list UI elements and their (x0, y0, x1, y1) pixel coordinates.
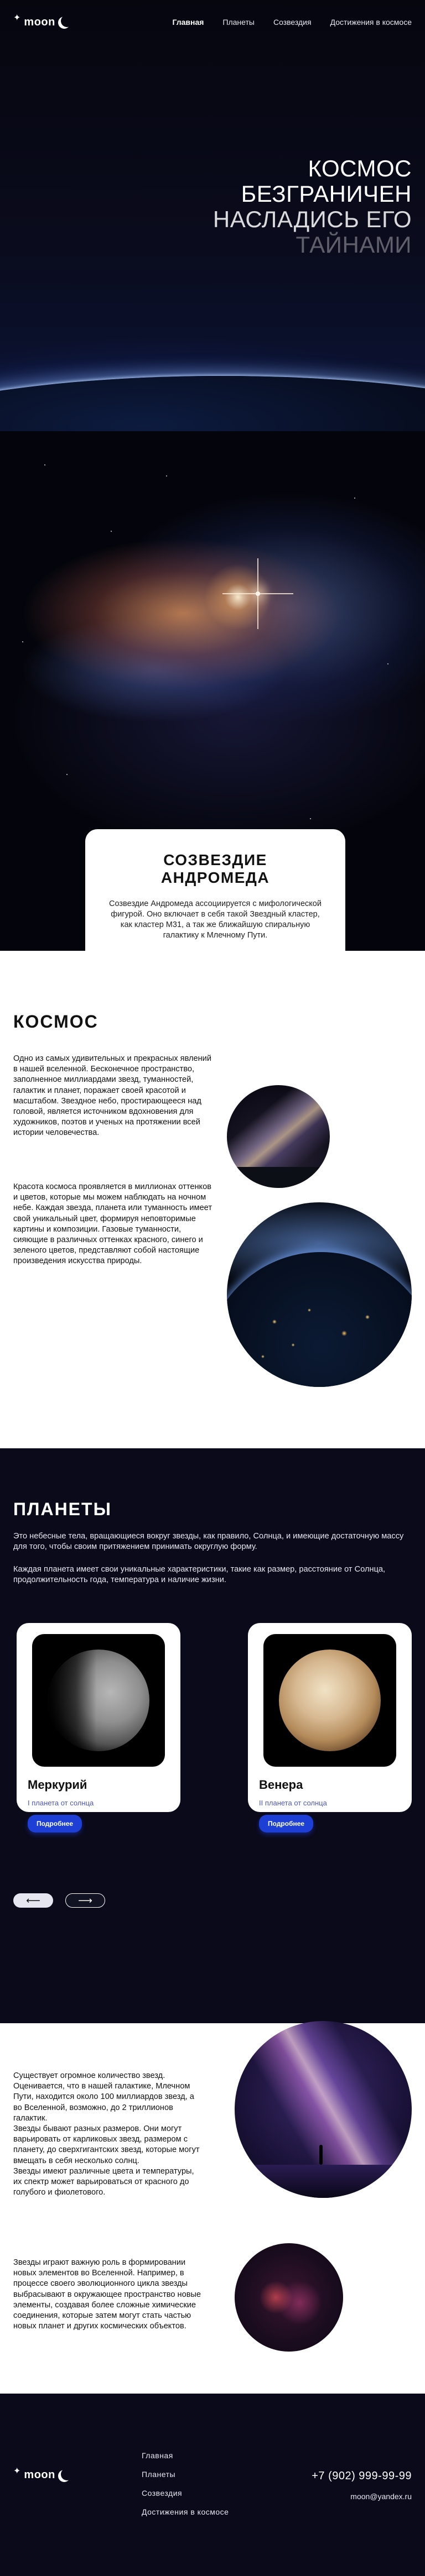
logo-text: moon (24, 15, 55, 28)
top-nav (0, 0, 425, 44)
person-silhouette (319, 2145, 323, 2165)
details-button[interactable]: Подробнее (28, 1815, 82, 1832)
planet-position: I планета от солнца (28, 1799, 94, 1807)
hero-section (0, 0, 425, 431)
planets-section (0, 1448, 425, 2023)
hero-line-2: БЕЗГРАНИЧЕН (241, 181, 412, 207)
star-dot (22, 641, 23, 642)
star-dot (310, 818, 311, 819)
moon-icon (61, 15, 73, 27)
sparkle-icon: ✦ (13, 13, 21, 23)
hero-line-1: КОСМОС (308, 155, 412, 181)
footer-nav (142, 2451, 229, 2526)
venus-planet (279, 1650, 381, 1751)
andromeda-title: СОЗВЕЗДИЕ АНДРОМЕДА (160, 851, 270, 886)
nav-item-home[interactable]: Главная (172, 18, 204, 27)
planet-image (263, 1634, 396, 1767)
cosmos-title: КОСМОС (13, 1012, 99, 1032)
prev-arrow-button[interactable]: ⟵ (13, 1893, 53, 1908)
star-dot (166, 475, 167, 477)
footer-phone[interactable]: +7 (902) 999-99-99 (312, 2470, 412, 2482)
nav-item-achievements[interactable]: Достижения в космосе (330, 18, 412, 27)
star-dot (354, 498, 355, 499)
andromeda-text: Созвездие Андромеда ассоциируется с мифологической фигурой. Оно включает в себя такой Звездный кластер, как кластер M31, а так же ближайшую спиральную галактику к Млечному Пути. (109, 899, 322, 940)
planet-name: Венера (259, 1778, 303, 1792)
planet-card-mercury[interactable] (17, 1623, 180, 1828)
cosmos-section (0, 951, 425, 1448)
hero-line-3: НАСЛАДИСЬ ЕГО (212, 206, 412, 232)
bright-star (256, 591, 260, 596)
earth-night-image (227, 1202, 412, 1387)
moon-icon (61, 2468, 73, 2480)
details-button[interactable]: Подробнее (259, 1815, 313, 1832)
nav-item-constellations[interactable]: Созвездия (273, 18, 312, 27)
stars-paragraph-1: Существует огромное количество звезд. Оценивается, что в нашей галактике, Млечном Пути, находится около 100 миллиардов звезд, а во Вселенной, возможно, до 2 триллионов галактик. (13, 2071, 194, 2123)
planet-card-venus[interactable] (248, 1623, 412, 1828)
next-arrow-button[interactable]: ⟶ (65, 1893, 105, 1908)
hero-line-4: ТАЙНАМИ (296, 232, 412, 258)
cosmos-paragraph-2: Красота космоса проявляется в миллионах оттенков и цветов, которые мы можем наблюдать на ночном небе. Каждая звезда, планета или туманность имеет свой уникальный цвет, формируя неповторимые картины и композиции. Газовые туманности, сияющие в различных оттенках красного, синего и зеленого цветов, представляют собой настоящие произведения искусства природы. (13, 1182, 212, 1266)
footer-email[interactable]: moon@yandex.ru (350, 2492, 412, 2501)
footer-link-constellations[interactable]: Созвездия (142, 2489, 183, 2498)
earth-horizon-image (0, 376, 425, 431)
cosmos-paragraph-1: Одно из самых удивительных и прекрасных явлений в нашей вселенной. Бесконечное пространство, заполненное миллиардами звезд, туманностей, галактик и планет, поражает своей красотой и масштабом. Звездное небо, простирающееся над головой, является источником вдохновения для художников, поэтов и ученых на протяжении всей истории человечества. (13, 1054, 211, 1138)
nav-menu (172, 18, 412, 27)
sparkle-icon: ✦ (13, 2466, 21, 2476)
planet-position: II планета от солнца (259, 1799, 327, 1807)
star-dot (66, 774, 68, 775)
nebula-image (235, 2243, 343, 2352)
logo[interactable] (13, 13, 71, 29)
hero-title (213, 156, 412, 258)
star-dot (44, 464, 45, 465)
footer-logo[interactable] (13, 2466, 71, 2481)
footer-link-planets[interactable]: Планеты (142, 2470, 176, 2479)
planets-title: ПЛАНЕТЫ (13, 1499, 112, 1519)
planets-paragraph-1: Это небесные тела, вращающиеся вокруг звезды, как правило, Солнца, и имеющие достаточную массу для того, чтобы своим притяжением принимать округлую форму. (13, 1532, 404, 1552)
andromeda-card (85, 829, 345, 952)
planet-image (32, 1634, 165, 1767)
logo-text: moon (24, 2469, 55, 2481)
star-dot (111, 531, 112, 532)
star-dot (387, 663, 388, 664)
carousel-controls (13, 1893, 105, 1908)
footer-link-home[interactable]: Главная (142, 2451, 173, 2460)
footer-link-achievements[interactable]: Достижения в космосе (142, 2507, 229, 2516)
mercury-planet (48, 1650, 149, 1751)
footer (0, 2394, 425, 2576)
planet-name: Меркурий (28, 1778, 87, 1792)
milky-way-person-image (235, 2021, 412, 2198)
nav-item-planets[interactable]: Планеты (222, 18, 255, 27)
stars-section (0, 2023, 425, 2394)
stars-paragraph-3: Звезды играют важную роль в формировании новых элементов во Вселенной. Например, в процессе своего эволюционного цикла звезды выбрасывают в окружающее пространство новые элементы, создавая более сложные химические соединения, которые затем могут стать частью новых планет и других космических объектов. (13, 2258, 201, 2331)
planets-paragraph-2: Каждая планета имеет свои уникальные характеристики, такие как размер, расстояние от Солнца, продолжительность года, температура и наличие жизни. (13, 1565, 386, 1585)
stars-paragraph-2: Звезды бывают разных размеров. Они могут варьировать от карликовых звезд, размером с планету, до сверхгигантских звезд, которые могут вмещать в себя несколько солнц. Звезды имеют различные цвета и температуры, их спектр может варьироваться от красного до голубого и фиолетового. (13, 2124, 200, 2197)
milky-way-image (227, 1085, 330, 1188)
